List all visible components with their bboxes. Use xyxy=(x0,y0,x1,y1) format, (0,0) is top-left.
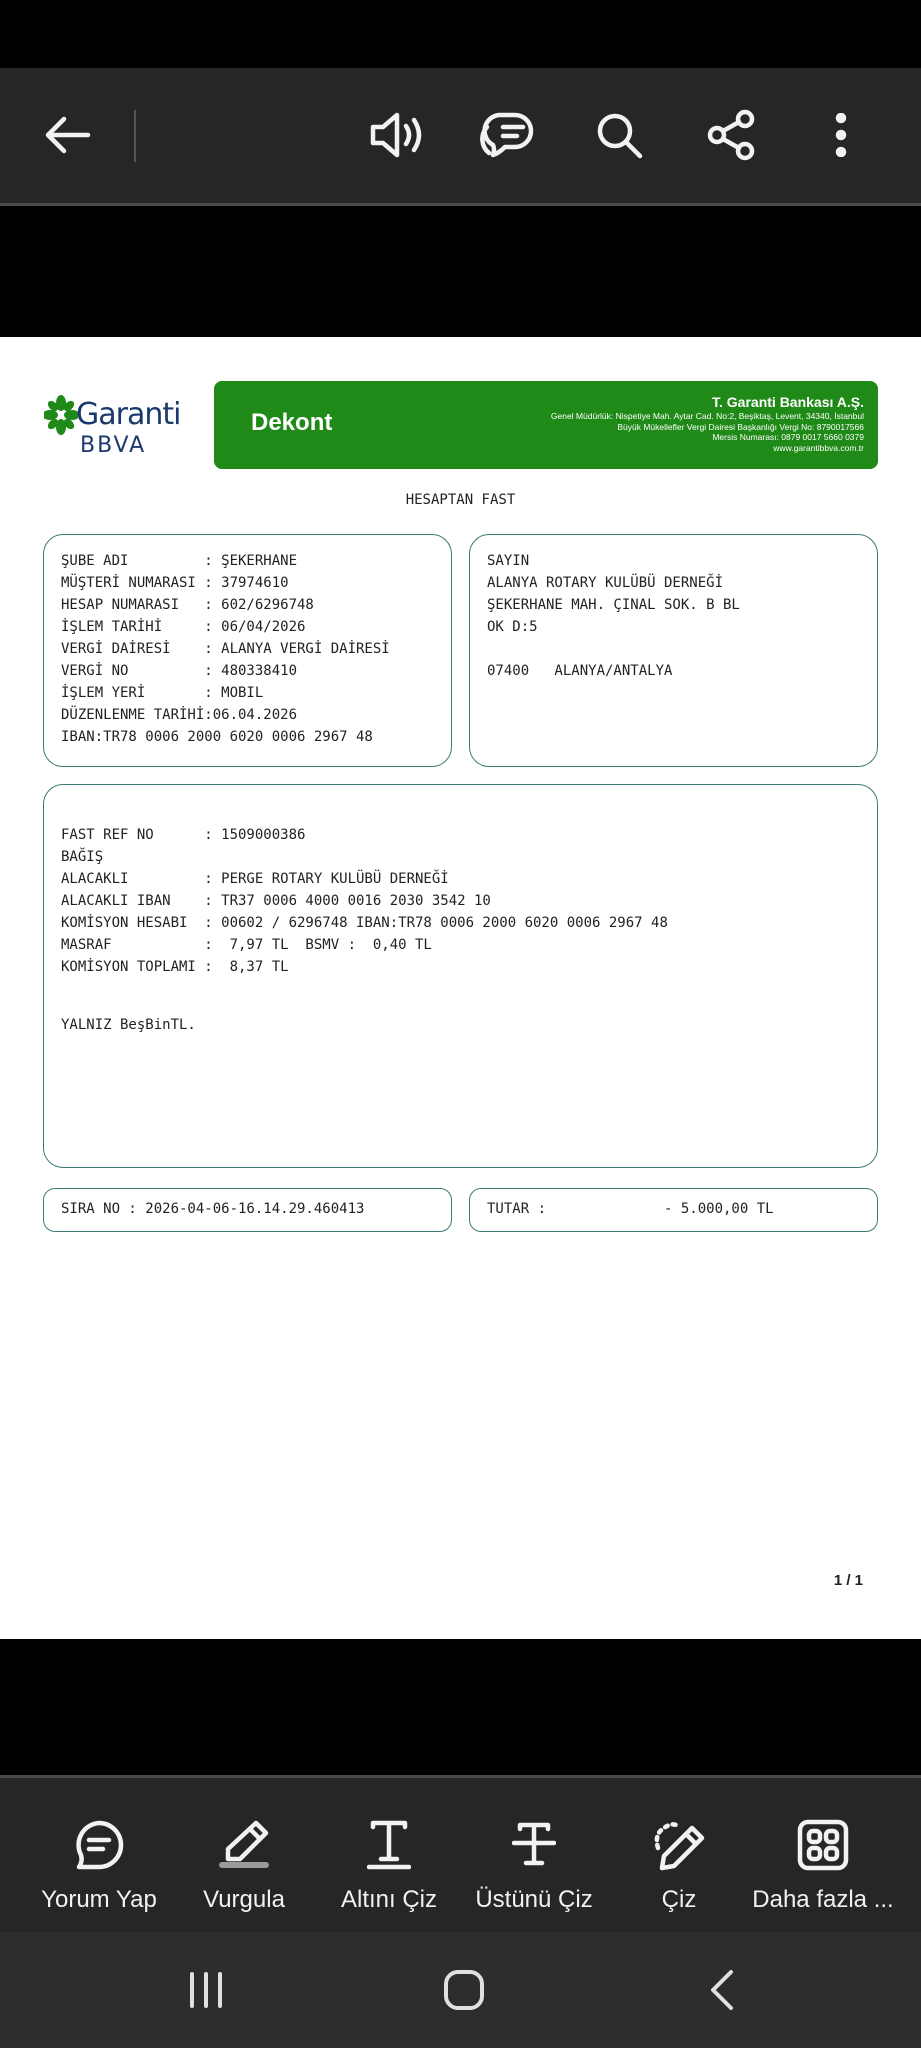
share-icon[interactable] xyxy=(694,98,768,172)
recipient-name-line: ALANYA ROTARY KULÜBÜ DERNEĞİ xyxy=(487,575,724,591)
logo-sub: BBVA xyxy=(80,433,147,458)
comment-tool-label: Yorum Yap xyxy=(41,1886,157,1913)
account-info-box xyxy=(43,534,452,767)
highlight-tool-button[interactable] xyxy=(171,1778,317,1935)
logo-brand: Garanti xyxy=(76,397,181,432)
underline-tool-button[interactable] xyxy=(316,1778,462,1935)
customer-number-line: MÜŞTERİ NUMARASI : 37974610 xyxy=(61,575,289,591)
tax-number-line: VERGİ NO : 480338410 xyxy=(61,663,298,679)
comment-tool-button[interactable] xyxy=(26,1778,172,1935)
highlight-tool-label: Vurgula xyxy=(203,1886,285,1913)
back-icon[interactable] xyxy=(682,1962,762,2018)
document-page xyxy=(0,337,921,1639)
page-number: 1 / 1 xyxy=(833,1572,863,1589)
bank-info xyxy=(551,393,864,453)
read-aloud-icon[interactable] xyxy=(360,98,434,172)
more-tools-label: Daha fazla ... xyxy=(752,1886,894,1913)
search-icon[interactable] xyxy=(582,98,656,172)
description-line: BAĞIŞ xyxy=(61,849,104,865)
recipient-address-line: ŞEKERHANE MAH. ÇINAL SOK. B BL xyxy=(487,597,740,613)
recipient-city-line: 07400 ALANYA/ANTALYA xyxy=(487,663,673,679)
tax-office-line: VERGİ DAİRESİ : ALANYA VERGİ DAİRESİ xyxy=(61,641,390,657)
account-number-line: HESAP NUMARASI : 602/6296748 xyxy=(61,597,314,613)
fee-line: MASRAF : 7,97 TL BSMV : 0,40 TL xyxy=(61,937,432,953)
draw-tool-label: Çiz xyxy=(661,1886,697,1913)
draw-icon xyxy=(606,1816,752,1874)
sequence-number-box xyxy=(43,1188,452,1232)
iban-line: IBAN:TR78 0006 2000 6020 0006 2967 48 xyxy=(61,729,373,745)
highlight-icon xyxy=(171,1816,317,1874)
amount-box xyxy=(469,1188,878,1232)
transaction-place-line: İŞLEM YERİ : MOBIL xyxy=(61,685,264,701)
commission-account-line: KOMİSYON HESABI : 00602 / 6296748 IBAN:TR78 0006 2000 6020 0006 2967 48 xyxy=(61,915,668,931)
branch-line: ŞUBE ADI : ŞEKERHANE xyxy=(61,553,298,569)
more-tools-icon xyxy=(749,1816,897,1874)
recipient-address-line-2: OK D:5 xyxy=(487,619,538,635)
creditor-line: ALACAKLI : PERGE ROTARY KULÜBÜ DERNEĞİ xyxy=(61,871,449,887)
clover-logo-icon xyxy=(44,395,78,435)
transaction-date-line: İŞLEM TARİHİ : 06/04/2026 xyxy=(61,619,306,635)
comment-icon xyxy=(26,1816,172,1874)
top-app-bar xyxy=(0,68,921,206)
annotation-toolbar xyxy=(0,1775,921,1935)
more-tools-button[interactable] xyxy=(749,1778,897,1935)
strikethrough-tool-button[interactable] xyxy=(461,1778,607,1935)
bank-address-line: Genel Müdürlük: Nispetiye Mah. Aytar Cad. No:2, Beşiktaş, Levent, 34340, İstanbul xyxy=(550,411,864,421)
comments-icon[interactable] xyxy=(470,98,544,172)
bank-tax-line: Büyük Mükellefler Vergi Dairesi Başkanlığı Vergi No: 8790017566 xyxy=(617,421,864,432)
commission-total-line: KOMİSYON TOPLAMI : 8,37 TL xyxy=(61,959,289,975)
issue-date-line: DÜZENLENME TARİHİ:06.04.2026 xyxy=(61,707,298,723)
underline-tool-label: Altını Çiz xyxy=(340,1886,438,1913)
banner-title: Dekont xyxy=(251,409,333,436)
bank-name: T. Garanti Bankası A.Ş. xyxy=(712,394,864,410)
recipient-box xyxy=(469,534,878,767)
bank-website-line: www.garantibbva.com.tr xyxy=(773,442,864,453)
divider xyxy=(134,110,136,162)
salutation-line: SAYIN xyxy=(487,553,530,569)
sequence-number: SIRA NO : 2026-04-06-16.14.29.460413 xyxy=(61,1201,365,1217)
strikethrough-icon xyxy=(461,1816,607,1874)
document-title: HESAPTAN FAST xyxy=(405,492,516,508)
home-icon[interactable] xyxy=(424,1962,504,2018)
bank-mersis-line: Mersis Numarası: 0879 0017 5660 0379 xyxy=(712,432,864,442)
amount: TUTAR : - 5.000,00 TL xyxy=(487,1201,774,1217)
fast-ref-line: FAST REF NO : 1509000386 xyxy=(61,827,306,843)
transaction-details-box xyxy=(43,784,878,1168)
creditor-iban-line: ALACAKLI IBAN : TR37 0006 4000 0016 2030 3542 10 xyxy=(61,893,491,909)
underline-icon xyxy=(316,1816,462,1874)
blank-line xyxy=(487,638,740,660)
system-nav-bar xyxy=(0,1932,921,2048)
dekont-banner xyxy=(214,381,878,469)
amount-in-words: YALNIZ BeşBinTL. xyxy=(61,1017,196,1033)
more-vert-icon[interactable] xyxy=(804,98,878,172)
strikethrough-tool-label: Üstünü Çiz xyxy=(475,1886,593,1913)
draw-tool-button[interactable] xyxy=(606,1778,752,1935)
recents-icon[interactable] xyxy=(166,1962,246,2018)
back-arrow-icon[interactable] xyxy=(30,98,104,172)
